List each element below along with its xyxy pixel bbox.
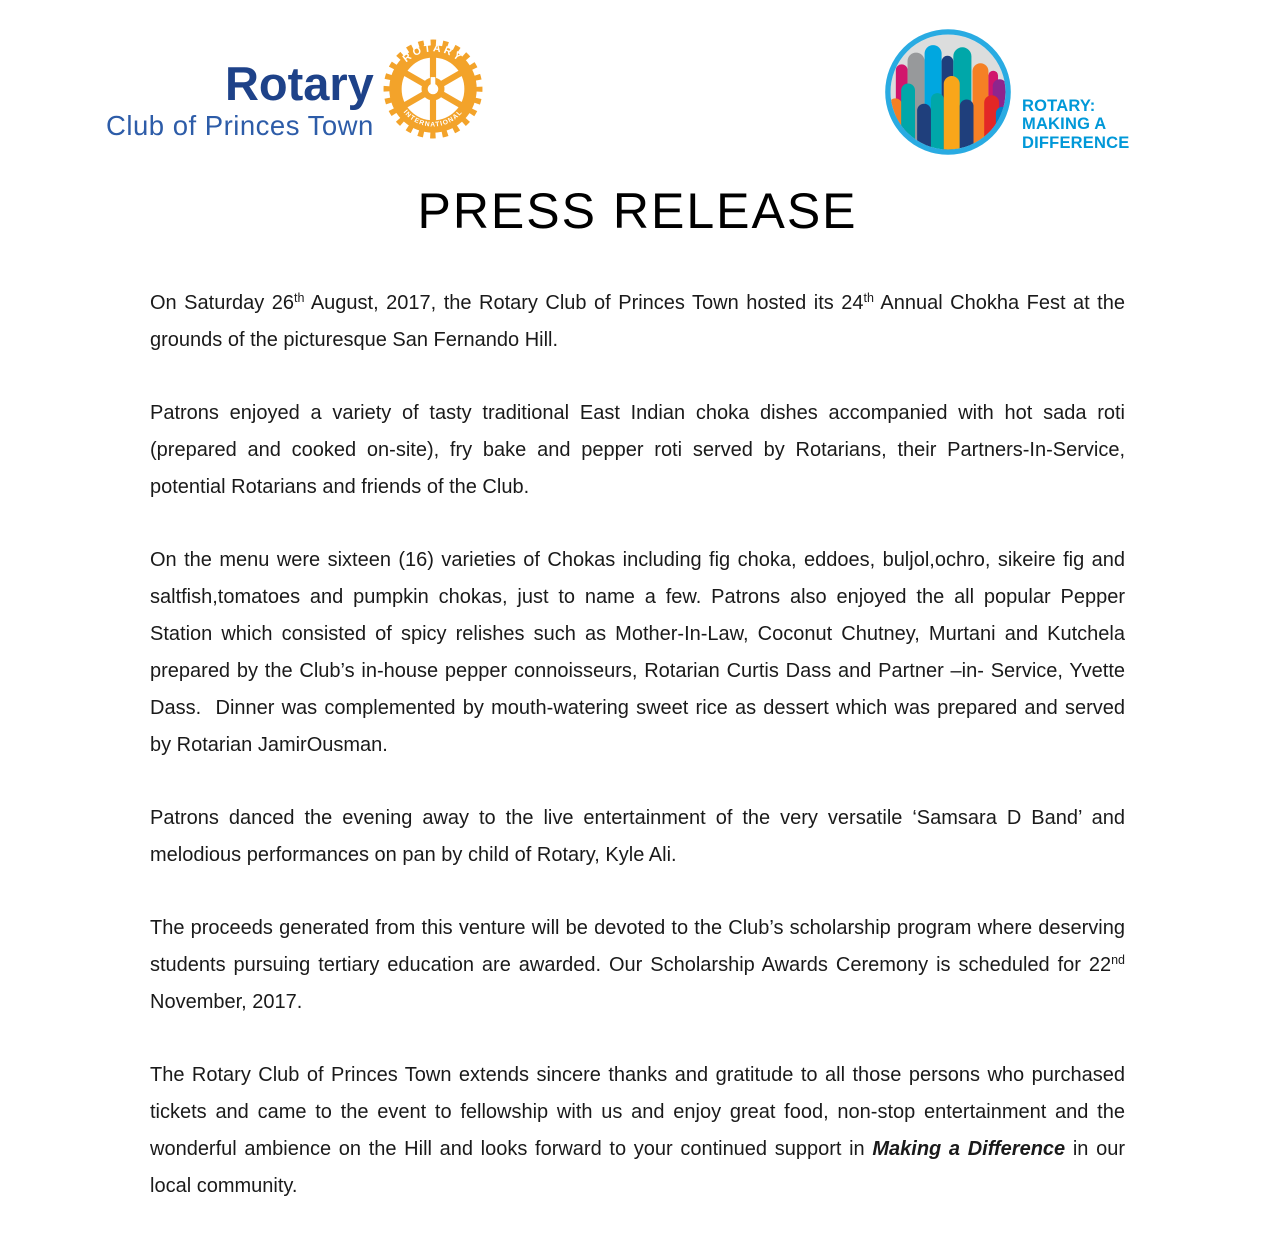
club-name-text: Club of Princes Town (106, 110, 374, 141)
paragraph: On Saturday 26th August, 2017, the Rotary Club of Princes Town hosted its 24th Annual Chokha Fest at the grounds of the picturesque San Fernando Hill. (150, 291, 1125, 351)
club-logo-text (106, 36, 374, 142)
document-content (150, 184, 1125, 1205)
theme-line-3: DIFFERENCE (1022, 133, 1130, 152)
theme-line-1: ROTARY: (1022, 96, 1096, 115)
paragraph: Patrons enjoyed a variety of tasty traditional East Indian choka dishes accompanied with hot sada roti (prepared and cooked on-site), fry bake and pepper roti served by Rotarians, their Partners-In-Service, potential Rotarians and friends of the Club. (150, 402, 1125, 498)
theme-logo-text (1022, 97, 1129, 152)
making-a-difference-logo (882, 26, 1129, 158)
rotary-brand-text: Rotary (224, 57, 374, 110)
people-circle-icon (882, 26, 1014, 158)
wheel-top-label: ROTARY (400, 42, 466, 65)
page-title: PRESS RELEASE (417, 183, 858, 239)
rotary-club-logo (106, 36, 486, 142)
paragraph: The proceeds generated from this venture will be devoted to the Club’s scholarship program where deserving students pursuing tertiary education are awarded. Our Scholarship Awards Ceremony is scheduled for 22nd November, 2017. (150, 917, 1125, 1013)
paragraph: The Rotary Club of Princes Town extends sincere thanks and gratitude to all those persons who purchased tickets and came to the event to fellowship with us and enjoy great food, non-stop entertainment and the wonderful ambience on the Hill and looks forward to your continued support in Making a Difference in our local community. (150, 1064, 1126, 1197)
rotary-wheel-icon (380, 36, 486, 142)
paragraph: Patrons danced the evening away to the live entertainment of the very versatile ‘Samsara D Band’ and melodious performances on pan by child of Rotary, Kyle Ali. (150, 807, 1125, 866)
paragraph: On the menu were sixteen (16) varieties of Chokas including fig choka, eddoes, buljol,ochro, sikeire fig and saltfish,tomatoes and pumpkin chokas, just to name a few. Patrons also enjoyed the all popular Pepper Station which consisted of spicy relishes such as Mother-In-Law, Coconut Chutney, Murtani and Kutchela prepared by the Club’s in-house pepper connoisseurs, Rotarian Curtis Dass and Partner –in- Service, Yvette Dass. Dinner was complemented by mouth-watering sweet rice as dessert which was prepared and served by Rotarian JamirOusman. (150, 549, 1125, 756)
theme-line-2: MAKING A (1022, 115, 1107, 134)
wheel-bottom-label: INTERNATIONAL (401, 108, 465, 129)
body-text (150, 285, 1125, 1205)
